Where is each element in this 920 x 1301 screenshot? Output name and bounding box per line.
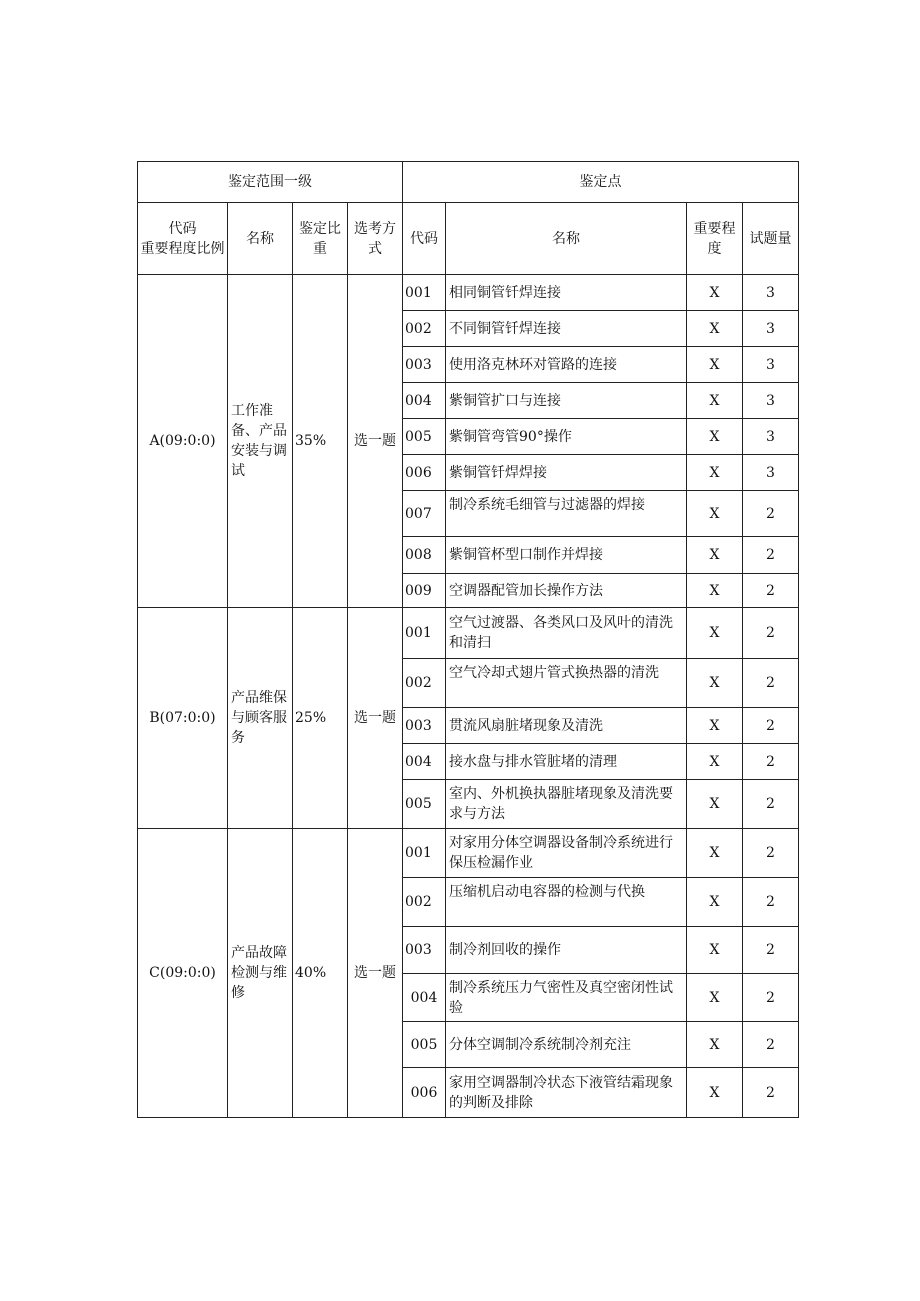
point-importance: X [687, 383, 743, 419]
point-importance: X [687, 275, 743, 311]
scope-title: 鉴定范围一级 [138, 162, 403, 203]
group-code: B(07:0:0) [138, 608, 228, 829]
point-importance: X [687, 1068, 743, 1118]
point-name: 室内、外机换执器脏堵现象及清洗要求与方法 [446, 780, 687, 829]
point-importance: X [687, 491, 743, 537]
group-select: 选一题 [348, 608, 403, 829]
point-name: 对家用分体空调器设备制冷系统进行保压检漏作业 [446, 829, 687, 878]
point-code: 001 [403, 608, 446, 659]
table-row [138, 829, 799, 878]
point-code: 007 [403, 491, 446, 537]
point-code: 001 [403, 829, 446, 878]
point-code: 008 [403, 537, 446, 574]
point-importance: X [687, 419, 743, 455]
point-qty: 2 [743, 659, 799, 708]
point-importance: X [687, 608, 743, 659]
point-code: 004 [403, 974, 446, 1022]
point-importance: X [687, 974, 743, 1022]
col-name: 名称 [228, 203, 293, 275]
point-name: 制冷系统毛细管与过滤器的焊接 [446, 491, 687, 537]
point-code: 004 [403, 744, 446, 780]
point-code: 002 [403, 311, 446, 347]
col-point-code: 代码 [403, 203, 446, 275]
point-importance: X [687, 659, 743, 708]
group-weight: 40% [293, 829, 348, 1118]
point-qty: 2 [743, 829, 799, 878]
point-name: 紫铜管杯型口制作并焊接 [446, 537, 687, 574]
point-name: 家用空调器制冷状态下液管结霜现象的判断及排除 [446, 1068, 687, 1118]
point-qty: 3 [743, 383, 799, 419]
header-row-1 [138, 162, 799, 203]
point-qty: 3 [743, 419, 799, 455]
point-name: 紫铜管扩口与连接 [446, 383, 687, 419]
point-importance: X [687, 829, 743, 878]
point-code: 005 [403, 419, 446, 455]
point-name: 分体空调制冷系统制冷剂充注 [446, 1022, 687, 1068]
col-importance: 重要程度 [687, 203, 743, 275]
col-weight: 鉴定比重 [293, 203, 348, 275]
point-code: 003 [403, 347, 446, 383]
table-row [138, 608, 799, 659]
point-qty: 3 [743, 347, 799, 383]
point-importance: X [687, 708, 743, 744]
point-code: 002 [403, 659, 446, 708]
point-qty: 2 [743, 1022, 799, 1068]
point-qty: 2 [743, 780, 799, 829]
point-name: 空气冷却式翅片管式换热器的清洗 [446, 659, 687, 708]
col-point-name: 名称 [446, 203, 687, 275]
group-select: 选一题 [348, 829, 403, 1118]
point-qty: 3 [743, 275, 799, 311]
col-qty: 试题量 [743, 203, 799, 275]
point-qty: 3 [743, 455, 799, 491]
point-name: 紫铜管弯管90°操作 [446, 419, 687, 455]
point-code: 005 [403, 780, 446, 829]
col-select: 选考方式 [348, 203, 403, 275]
point-importance: X [687, 455, 743, 491]
point-qty: 2 [743, 974, 799, 1022]
table-row [138, 275, 799, 311]
point-qty: 2 [743, 1068, 799, 1118]
group-code: A(09:0:0) [138, 275, 228, 608]
group-weight: 25% [293, 608, 348, 829]
point-code: 004 [403, 383, 446, 419]
group-name: 工作准备、产品安装与调试 [228, 275, 293, 608]
point-name: 空调器配管加长操作方法 [446, 574, 687, 608]
point-qty: 2 [743, 537, 799, 574]
point-name: 接水盘与排水管脏堵的清理 [446, 744, 687, 780]
point-name: 使用洛克林环对管路的连接 [446, 347, 687, 383]
group-code: C(09:0:0) [138, 829, 228, 1118]
point-importance: X [687, 780, 743, 829]
group-weight: 35% [293, 275, 348, 608]
point-code: 001 [403, 275, 446, 311]
assessment-table [137, 161, 799, 1118]
group-name: 产品维保与顾客服务 [228, 608, 293, 829]
point-qty: 3 [743, 311, 799, 347]
col-code-ratio: 代码 重要程度比例 [138, 203, 228, 275]
point-code: 003 [403, 927, 446, 974]
point-code: 006 [403, 1068, 446, 1118]
header-row-2 [138, 203, 799, 275]
point-qty: 2 [743, 744, 799, 780]
point-qty: 2 [743, 608, 799, 659]
point-name: 贯流风扇脏堵现象及清洗 [446, 708, 687, 744]
point-name: 不同铜管钎焊连接 [446, 311, 687, 347]
point-name: 压缩机启动电容器的检测与代换 [446, 878, 687, 927]
point-qty: 2 [743, 491, 799, 537]
point-code: 006 [403, 455, 446, 491]
point-importance: X [687, 1022, 743, 1068]
group-select: 选一题 [348, 275, 403, 608]
point-qty: 2 [743, 927, 799, 974]
point-importance: X [687, 311, 743, 347]
point-importance: X [687, 927, 743, 974]
group-name: 产品故障检测与维修 [228, 829, 293, 1118]
point-code: 005 [403, 1022, 446, 1068]
point-name: 紫铜管钎焊焊接 [446, 455, 687, 491]
point-code: 009 [403, 574, 446, 608]
point-importance: X [687, 574, 743, 608]
point-title: 鉴定点 [403, 162, 799, 203]
point-qty: 2 [743, 574, 799, 608]
point-name: 制冷系统压力气密性及真空密闭性试验 [446, 974, 687, 1022]
point-importance: X [687, 347, 743, 383]
point-code: 003 [403, 708, 446, 744]
point-importance: X [687, 878, 743, 927]
point-importance: X [687, 744, 743, 780]
point-name: 制冷剂回收的操作 [446, 927, 687, 974]
point-qty: 2 [743, 708, 799, 744]
point-code: 002 [403, 878, 446, 927]
point-qty: 2 [743, 878, 799, 927]
point-name: 相同铜管钎焊连接 [446, 275, 687, 311]
point-name: 空气过渡器、各类风口及风叶的清洗和清扫 [446, 608, 687, 659]
point-importance: X [687, 537, 743, 574]
